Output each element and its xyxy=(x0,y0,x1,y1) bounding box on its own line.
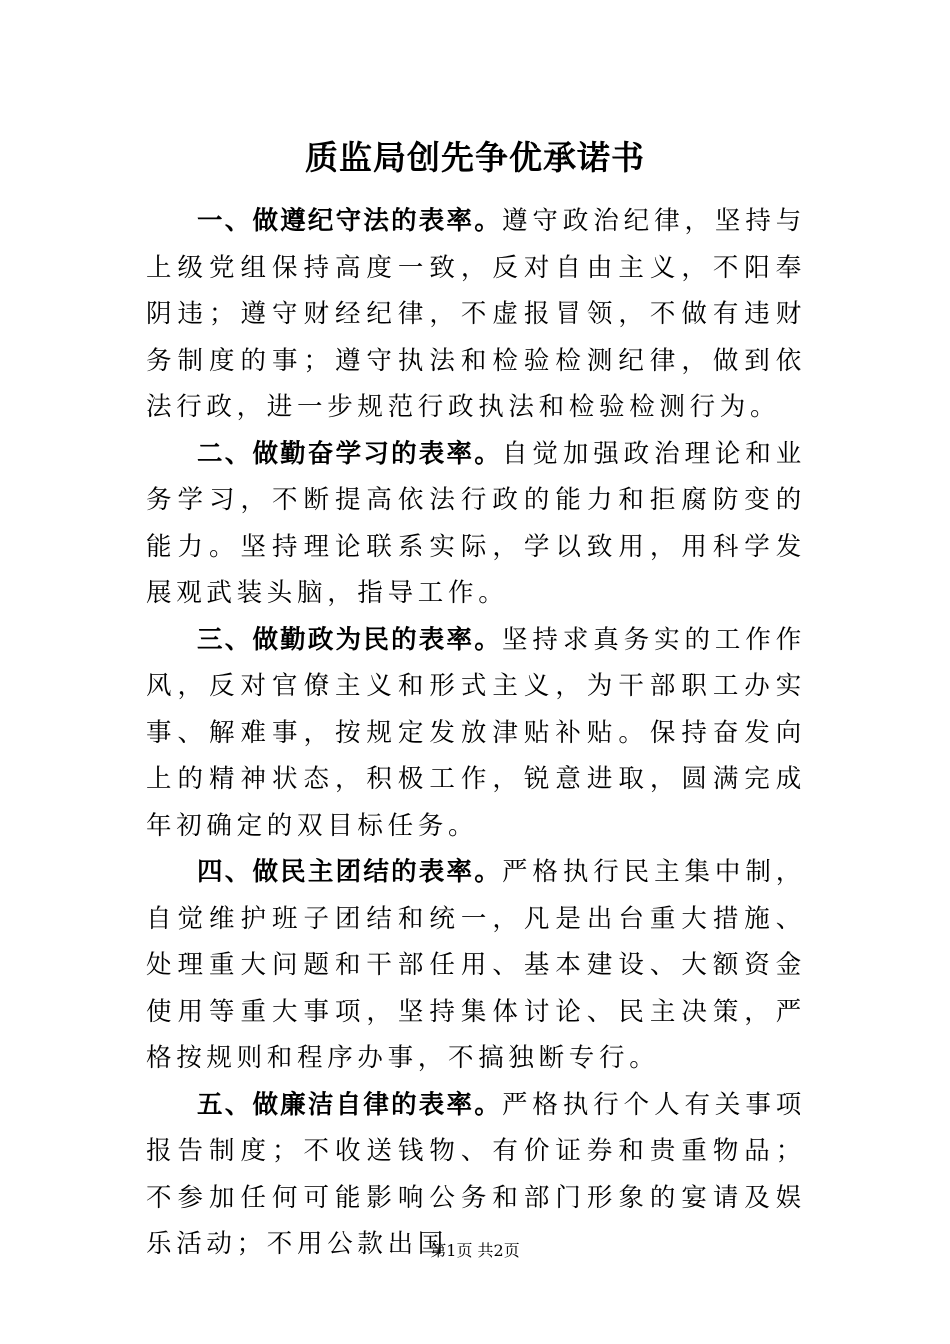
paragraph-2 xyxy=(146,431,806,617)
page-footer: 第1页 共2页 xyxy=(430,1241,520,1260)
paragraph-4-text: 严格执行民主集中制，自觉维护班子团结和统一，凡是出台重大措施、处理重大问题和干部任用、基本建设、大额资金使用等重大事项，坚持集体讨论、民主决策，严格按规则和程序办事，不搞独断专行。 xyxy=(146,857,806,1073)
paragraph-4 xyxy=(146,849,806,1082)
paragraph-3 xyxy=(146,617,806,850)
paragraph-1-heading: 一、做遵纪守法的表率。 xyxy=(197,206,502,236)
paragraph-2-heading: 二、做勤奋学习的表率。 xyxy=(197,438,502,469)
paragraph-5-text: 严格执行个人有关事项报告制度；不收送钱物、有价证券和贵重物品；不参加任何可能影响公务和部门形象的宴请及娱乐活动；不用公款出国 xyxy=(146,1089,806,1259)
document-body xyxy=(146,198,806,1268)
paragraph-2-text: 自觉加强政治理论和业务学习，不断提高依法行政的能力和拒腐防变的能力。坚持理论联系实际，学以致用，用科学发展观武装头脑，指导工作。 xyxy=(146,438,806,608)
paragraph-3-heading: 三、做勤政为民的表率。 xyxy=(197,624,502,655)
paragraph-1-text: 遵守政治纪律，坚持与上级党组保持高度一致，反对自由主义，不阳奉阴违；遵守财经纪律，不虚报冒领，不做有违财务制度的事；遵守执法和检验检测纪律，做到依法行政，进一步规范行政执法和检验检测行为。 xyxy=(146,206,806,422)
paragraph-1 xyxy=(146,198,806,431)
paragraph-5-heading: 五、做廉洁自律的表率。 xyxy=(197,1089,502,1120)
document-title: 质监局创先争优承诺书 xyxy=(305,138,645,177)
paragraph-3-text: 坚持求真务实的工作作风，反对官僚主义和形式主义，为干部职工办实事、解难事，按规定发放津贴补贴。保持奋发向上的精神状态，积极工作，锐意进取，圆满完成年初确定的双目标任务。 xyxy=(146,624,806,841)
paragraph-4-heading: 四、做民主团结的表率。 xyxy=(197,857,502,887)
